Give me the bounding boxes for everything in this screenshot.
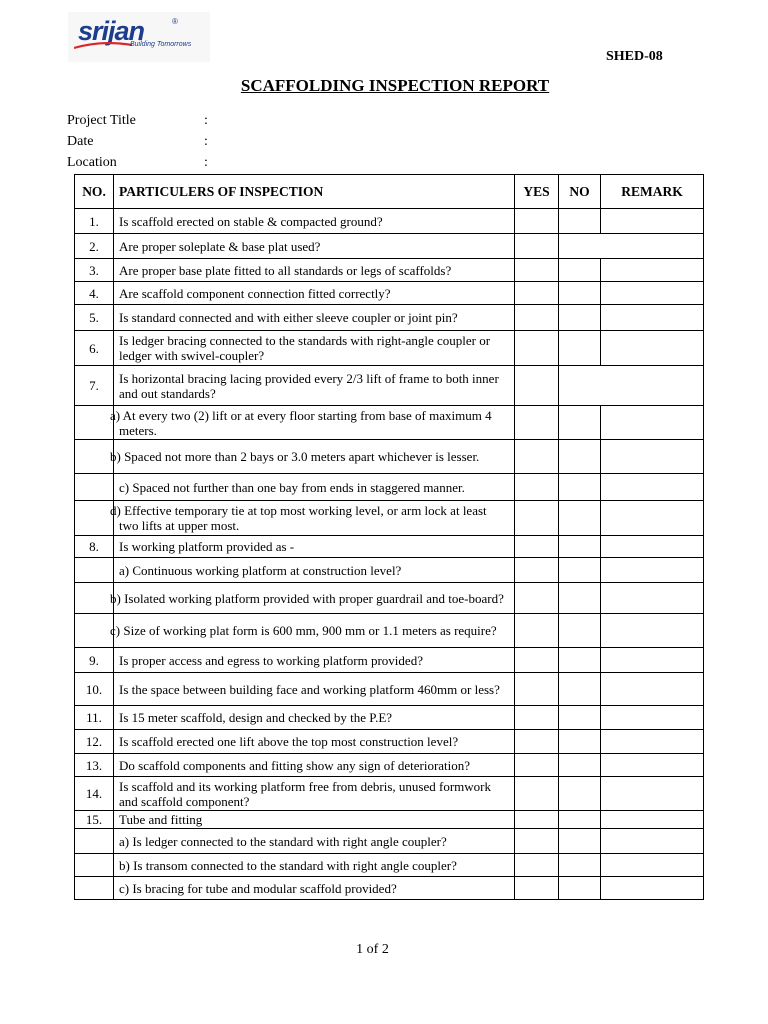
table-row	[75, 282, 704, 305]
row-number: 2.	[75, 234, 114, 259]
row-question: Is scaffold erected on stable & compacted ground?	[114, 209, 515, 234]
location-colon: :	[204, 155, 208, 170]
row-question: Is standard connected and with either sleeve coupler or joint pin?	[114, 305, 515, 331]
page-number: 1 of 2	[356, 942, 389, 957]
project-title-label: Project Title	[67, 113, 136, 128]
header-particulars: PARTICULERS OF INSPECTION	[114, 175, 515, 209]
yes-cell[interactable]	[515, 648, 559, 673]
remark-cell[interactable]	[601, 209, 704, 234]
no-cell[interactable]	[559, 754, 601, 777]
no-cell[interactable]	[559, 829, 601, 854]
yes-cell[interactable]	[515, 366, 559, 406]
yes-cell[interactable]	[515, 406, 559, 440]
remark-cell[interactable]	[601, 558, 704, 583]
row-number: 14.	[75, 777, 114, 811]
no-cell[interactable]	[559, 706, 601, 730]
table-row	[75, 474, 704, 501]
row-question: Are scaffold component connection fitted correctly?	[114, 282, 515, 305]
yes-cell[interactable]	[515, 673, 559, 706]
project-title-colon: :	[204, 113, 208, 128]
no-cell[interactable]	[559, 282, 601, 305]
yes-cell[interactable]	[515, 305, 559, 331]
yes-cell[interactable]	[515, 331, 559, 366]
table-row	[75, 209, 704, 234]
no-cell[interactable]	[559, 583, 601, 614]
row-number	[75, 558, 114, 583]
row-number: 7.	[75, 366, 114, 406]
no-cell[interactable]	[559, 614, 601, 648]
location-label: Location	[67, 155, 117, 170]
row-number: 6.	[75, 331, 114, 366]
table-header-row	[75, 175, 704, 209]
yes-cell[interactable]	[515, 854, 559, 877]
table-row	[75, 706, 704, 730]
row-question: c) Spaced not further than one bay from ends in staggered manner.	[114, 474, 515, 501]
row-question: b) Is transom connected to the standard with right angle coupler?	[114, 854, 515, 877]
table-row	[75, 829, 704, 854]
remark-cell[interactable]	[601, 614, 704, 648]
no-cell[interactable]	[559, 406, 601, 440]
row-question: Are proper soleplate & base plat used?	[114, 234, 515, 259]
yes-cell[interactable]	[515, 730, 559, 754]
no-cell[interactable]	[559, 501, 601, 536]
yes-cell[interactable]	[515, 877, 559, 900]
no-cell[interactable]	[559, 673, 601, 706]
remark-cell[interactable]	[601, 440, 704, 474]
yes-cell[interactable]	[515, 440, 559, 474]
no-cell[interactable]	[559, 854, 601, 877]
remark-cell[interactable]	[601, 648, 704, 673]
row-number	[75, 583, 114, 614]
row-question: a) Continuous working platform at construction level?	[114, 558, 515, 583]
date-label: Date	[67, 134, 94, 149]
row-number	[75, 406, 114, 440]
no-cell[interactable]	[559, 777, 601, 811]
table-row	[75, 305, 704, 331]
yes-cell[interactable]	[515, 209, 559, 234]
remark-cell[interactable]	[601, 811, 704, 829]
row-number	[75, 877, 114, 900]
table-row	[75, 754, 704, 777]
row-number: 13.	[75, 754, 114, 777]
no-cell[interactable]	[559, 811, 601, 829]
yes-cell[interactable]	[515, 754, 559, 777]
row-number	[75, 474, 114, 501]
no-cell[interactable]	[559, 474, 601, 501]
row-question: Is horizontal bracing lacing provided every 2/3 lift of frame to both inner and out standards?	[114, 366, 515, 406]
row-number: 11.	[75, 706, 114, 730]
row-number: 1.	[75, 209, 114, 234]
no-cell[interactable]	[559, 730, 601, 754]
row-question: Is 15 meter scaffold, design and checked by the P.E?	[114, 706, 515, 730]
header-no: NO.	[75, 175, 114, 209]
row-number: 5.	[75, 305, 114, 331]
yes-cell[interactable]	[515, 706, 559, 730]
row-number: 3.	[75, 259, 114, 282]
yes-cell[interactable]	[515, 501, 559, 536]
row-number	[75, 440, 114, 474]
table-row	[75, 331, 704, 366]
row-question: b) Isolated working platform provided with proper guardrail and toe-board?	[114, 583, 515, 614]
yes-cell[interactable]	[515, 829, 559, 854]
header-yes: YES	[515, 175, 559, 209]
row-question: c) Is bracing for tube and modular scaffold provided?	[114, 877, 515, 900]
remark-cell[interactable]	[601, 536, 704, 558]
row-number	[75, 854, 114, 877]
yes-cell[interactable]	[515, 558, 559, 583]
row-number: 10.	[75, 673, 114, 706]
no-cell[interactable]	[559, 331, 601, 366]
table-row	[75, 673, 704, 706]
no-remark-merged-cell[interactable]	[559, 234, 704, 259]
table-row	[75, 877, 704, 900]
remark-cell[interactable]	[601, 282, 704, 305]
remark-cell[interactable]	[601, 730, 704, 754]
row-question: Is scaffold erected one lift above the top most construction level?	[114, 730, 515, 754]
no-cell[interactable]	[559, 536, 601, 558]
yes-cell[interactable]	[515, 614, 559, 648]
remark-cell[interactable]	[601, 673, 704, 706]
no-cell[interactable]	[559, 209, 601, 234]
inspection-table	[74, 174, 704, 900]
yes-cell[interactable]	[515, 474, 559, 501]
row-number: 12.	[75, 730, 114, 754]
row-question: Is the space between building face and working platform 460mm or less?	[114, 673, 515, 706]
report-title: SCAFFOLDING INSPECTION REPORT	[240, 76, 550, 95]
row-question: Is proper access and egress to working platform provided?	[114, 648, 515, 673]
remark-cell[interactable]	[601, 259, 704, 282]
header-remark: REMARK	[601, 175, 704, 209]
no-cell[interactable]	[559, 440, 601, 474]
row-question: Is ledger bracing connected to the standards with right-angle coupler or ledger with swivel-coupler?	[114, 331, 515, 366]
no-cell[interactable]	[559, 558, 601, 583]
table-row	[75, 440, 704, 474]
date-colon: :	[204, 134, 208, 149]
remark-cell[interactable]	[601, 777, 704, 811]
table-row	[75, 648, 704, 673]
row-question: b) Spaced not more than 2 bays or 3.0 meters apart whichever is lesser.	[114, 440, 515, 474]
row-question: Do scaffold components and fitting show any sign of deterioration?	[114, 754, 515, 777]
remark-cell[interactable]	[601, 583, 704, 614]
row-number: 9.	[75, 648, 114, 673]
table-row	[75, 536, 704, 558]
logo-tagline: Building Tomorrows	[130, 41, 192, 48]
row-question: Tube and fitting	[114, 811, 515, 829]
row-number	[75, 614, 114, 648]
remark-cell[interactable]	[601, 474, 704, 501]
row-number	[75, 829, 114, 854]
table-row	[75, 777, 704, 811]
remark-cell[interactable]	[601, 854, 704, 877]
no-cell[interactable]	[559, 259, 601, 282]
row-question: Is scaffold and its working platform free from debris, unused formwork and scaffold component?	[114, 777, 515, 811]
row-question: c) Size of working plat form is 600 mm, 900 mm or 1.1 meters as require?	[114, 614, 515, 648]
yes-cell[interactable]	[515, 282, 559, 305]
yes-cell[interactable]	[515, 536, 559, 558]
no-remark-merged-cell[interactable]	[559, 366, 704, 406]
no-cell[interactable]	[559, 305, 601, 331]
table-row	[75, 854, 704, 877]
table-row	[75, 558, 704, 583]
table-row	[75, 406, 704, 440]
row-question: Is working platform provided as -	[114, 536, 515, 558]
yes-cell[interactable]	[515, 583, 559, 614]
yes-cell[interactable]	[515, 811, 559, 829]
yes-cell[interactable]	[515, 259, 559, 282]
row-question: Are proper base plate fitted to all standards or legs of scaffolds?	[114, 259, 515, 282]
company-logo	[68, 12, 210, 62]
remark-cell[interactable]	[601, 754, 704, 777]
row-question: a) Is ledger connected to the standard with right angle coupler?	[114, 829, 515, 854]
row-question: a) At every two (2) lift or at every floor starting from base of maximum 4 meters.	[114, 406, 515, 440]
row-number: 15.	[75, 811, 114, 829]
yes-cell[interactable]	[515, 234, 559, 259]
row-number: 8.	[75, 536, 114, 558]
remark-cell[interactable]	[601, 305, 704, 331]
table-row	[75, 614, 704, 648]
no-cell[interactable]	[559, 877, 601, 900]
header-no-answer: NO	[559, 175, 601, 209]
remark-cell[interactable]	[601, 406, 704, 440]
remark-cell[interactable]	[601, 706, 704, 730]
remark-cell[interactable]	[601, 829, 704, 854]
row-question: d) Effective temporary tie at top most working level, or arm lock at least two lifts at upper most.	[114, 501, 515, 536]
logo-swoosh-icon	[74, 42, 132, 50]
row-number	[75, 501, 114, 536]
logo-wordmark: srijan	[78, 16, 145, 46]
registered-mark: ®	[172, 17, 178, 26]
remark-cell[interactable]	[601, 331, 704, 366]
remark-cell[interactable]	[601, 501, 704, 536]
table-row	[75, 583, 704, 614]
yes-cell[interactable]	[515, 777, 559, 811]
table-row	[75, 259, 704, 282]
remark-cell[interactable]	[601, 877, 704, 900]
table-row	[75, 501, 704, 536]
table-row	[75, 811, 704, 829]
table-row	[75, 366, 704, 406]
table-row	[75, 730, 704, 754]
no-cell[interactable]	[559, 648, 601, 673]
table-row	[75, 234, 704, 259]
document-code: SHED-08	[606, 49, 663, 64]
row-number: 4.	[75, 282, 114, 305]
